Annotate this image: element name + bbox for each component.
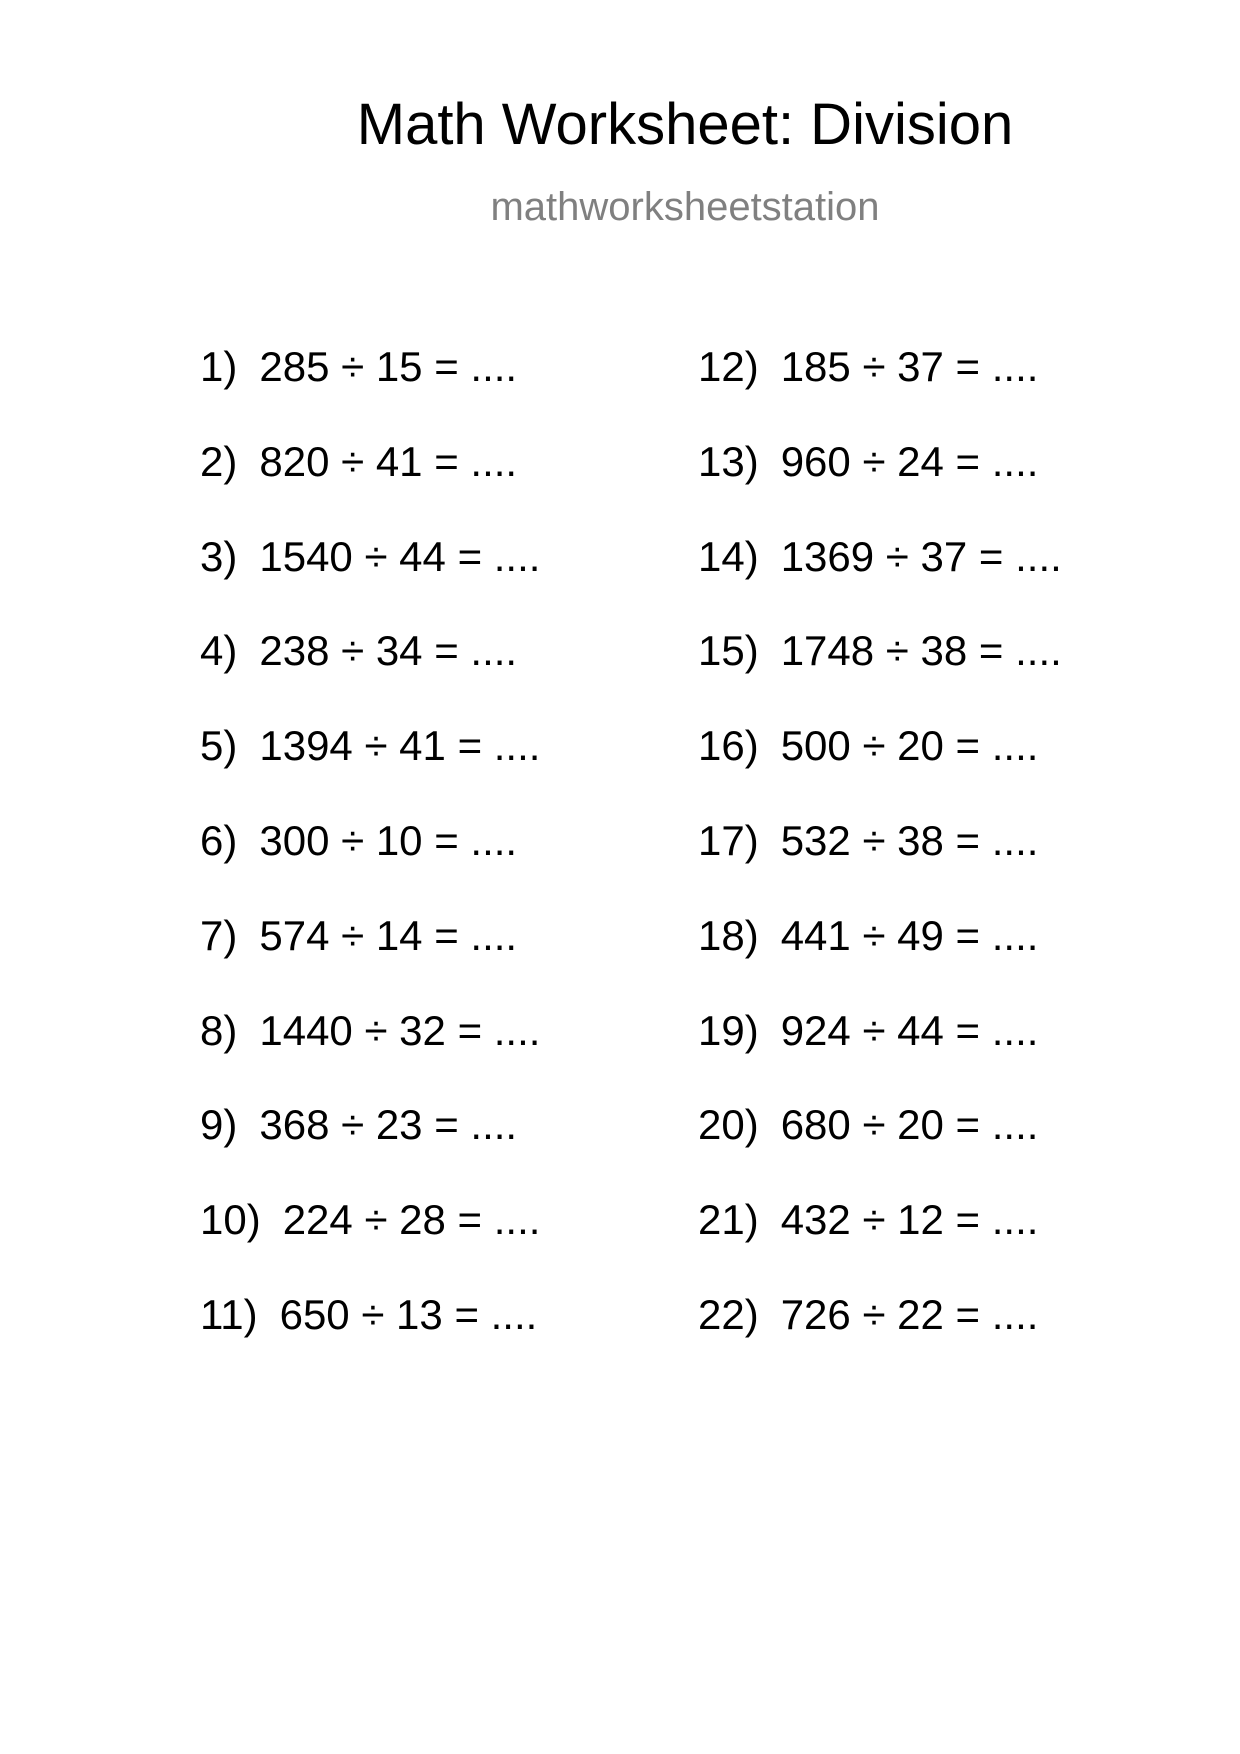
problem-expression: 1369 ÷ 37 = .... — [780, 532, 1062, 580]
problem-expression: 650 ÷ 13 = .... — [279, 1290, 538, 1338]
problem-item — [698, 816, 1062, 915]
problem-item — [200, 1290, 540, 1389]
problem-expression: 960 ÷ 24 = .... — [780, 437, 1039, 485]
problem-item — [698, 1101, 1062, 1199]
problem-item — [200, 627, 540, 725]
problem-expression: 500 ÷ 20 = .... — [780, 722, 1039, 770]
problem-number: 16) — [698, 722, 759, 770]
problem-expression: 238 ÷ 34 = .... — [259, 627, 518, 675]
problem-item — [200, 911, 540, 1010]
problem-expression: 726 ÷ 22 = .... — [780, 1290, 1039, 1338]
problem-number: 20) — [698, 1101, 759, 1149]
problem-expression: 185 ÷ 37 = .... — [780, 343, 1039, 390]
problem-item — [698, 911, 1062, 1010]
problem-expression: 1540 ÷ 44 = .... — [259, 532, 541, 580]
problem-expression: 1748 ÷ 38 = .... — [780, 627, 1062, 675]
problem-number: 5) — [200, 722, 238, 770]
problem-number: 13) — [698, 437, 759, 485]
problem-column-right — [698, 343, 1062, 1389]
problem-number: 21) — [698, 1196, 759, 1244]
problem-number: 6) — [200, 816, 238, 864]
problem-expression: 680 ÷ 20 = .... — [780, 1101, 1039, 1149]
problem-number: 8) — [200, 1006, 238, 1054]
problem-expression: 368 ÷ 23 = .... — [259, 1101, 518, 1149]
problem-item — [200, 1196, 541, 1294]
problem-item — [698, 722, 1062, 820]
problem-number: 1) — [200, 343, 238, 390]
problem-item — [200, 1101, 540, 1199]
problem-item — [200, 343, 540, 441]
problem-number: 3) — [200, 532, 238, 580]
problem-number: 4) — [200, 627, 238, 675]
problem-number: 18) — [698, 911, 759, 959]
page-subtitle: mathworksheetstation — [490, 185, 880, 229]
problem-expression: 574 ÷ 14 = .... — [259, 911, 518, 959]
problem-item — [698, 1290, 1062, 1389]
problem-expression: 441 ÷ 49 = .... — [780, 911, 1039, 959]
problem-number: 2) — [200, 437, 238, 485]
problem-number: 17) — [698, 816, 759, 864]
problem-item — [698, 343, 1062, 441]
problem-expression: 300 ÷ 10 = .... — [259, 816, 518, 864]
problem-number: 9) — [200, 1101, 238, 1149]
problem-item — [200, 816, 540, 915]
problem-item — [698, 437, 1062, 536]
problem-item — [698, 1196, 1062, 1294]
problem-item — [698, 1006, 1062, 1105]
problem-expression: 1440 ÷ 32 = .... — [259, 1006, 541, 1054]
problem-number: 7) — [200, 911, 238, 959]
problem-column-left — [200, 343, 541, 1389]
problem-expression: 532 ÷ 38 = .... — [780, 816, 1039, 864]
problem-expression: 820 ÷ 41 = .... — [259, 437, 518, 485]
problem-item — [698, 627, 1062, 725]
problem-number: 11) — [200, 1290, 258, 1338]
problem-expression: 285 ÷ 15 = .... — [259, 343, 518, 390]
problem-number: 15) — [698, 627, 759, 675]
problem-expression: 924 ÷ 44 = .... — [780, 1006, 1039, 1054]
problem-number: 22) — [698, 1290, 759, 1338]
problem-number: 14) — [698, 532, 759, 580]
problem-number: 10) — [200, 1196, 261, 1244]
problem-item — [200, 437, 540, 536]
problem-number: 19) — [698, 1006, 759, 1054]
problem-number: 12) — [698, 343, 759, 390]
problem-expression: 1394 ÷ 41 = .... — [259, 722, 541, 770]
problem-expression: 432 ÷ 12 = .... — [780, 1196, 1039, 1244]
problem-item — [200, 532, 541, 631]
problem-item — [200, 722, 541, 820]
problem-item — [200, 1006, 541, 1105]
problem-expression: 224 ÷ 28 = .... — [282, 1196, 541, 1244]
page-title: Math Worksheet: Division — [356, 92, 1014, 157]
problem-item — [698, 532, 1062, 631]
